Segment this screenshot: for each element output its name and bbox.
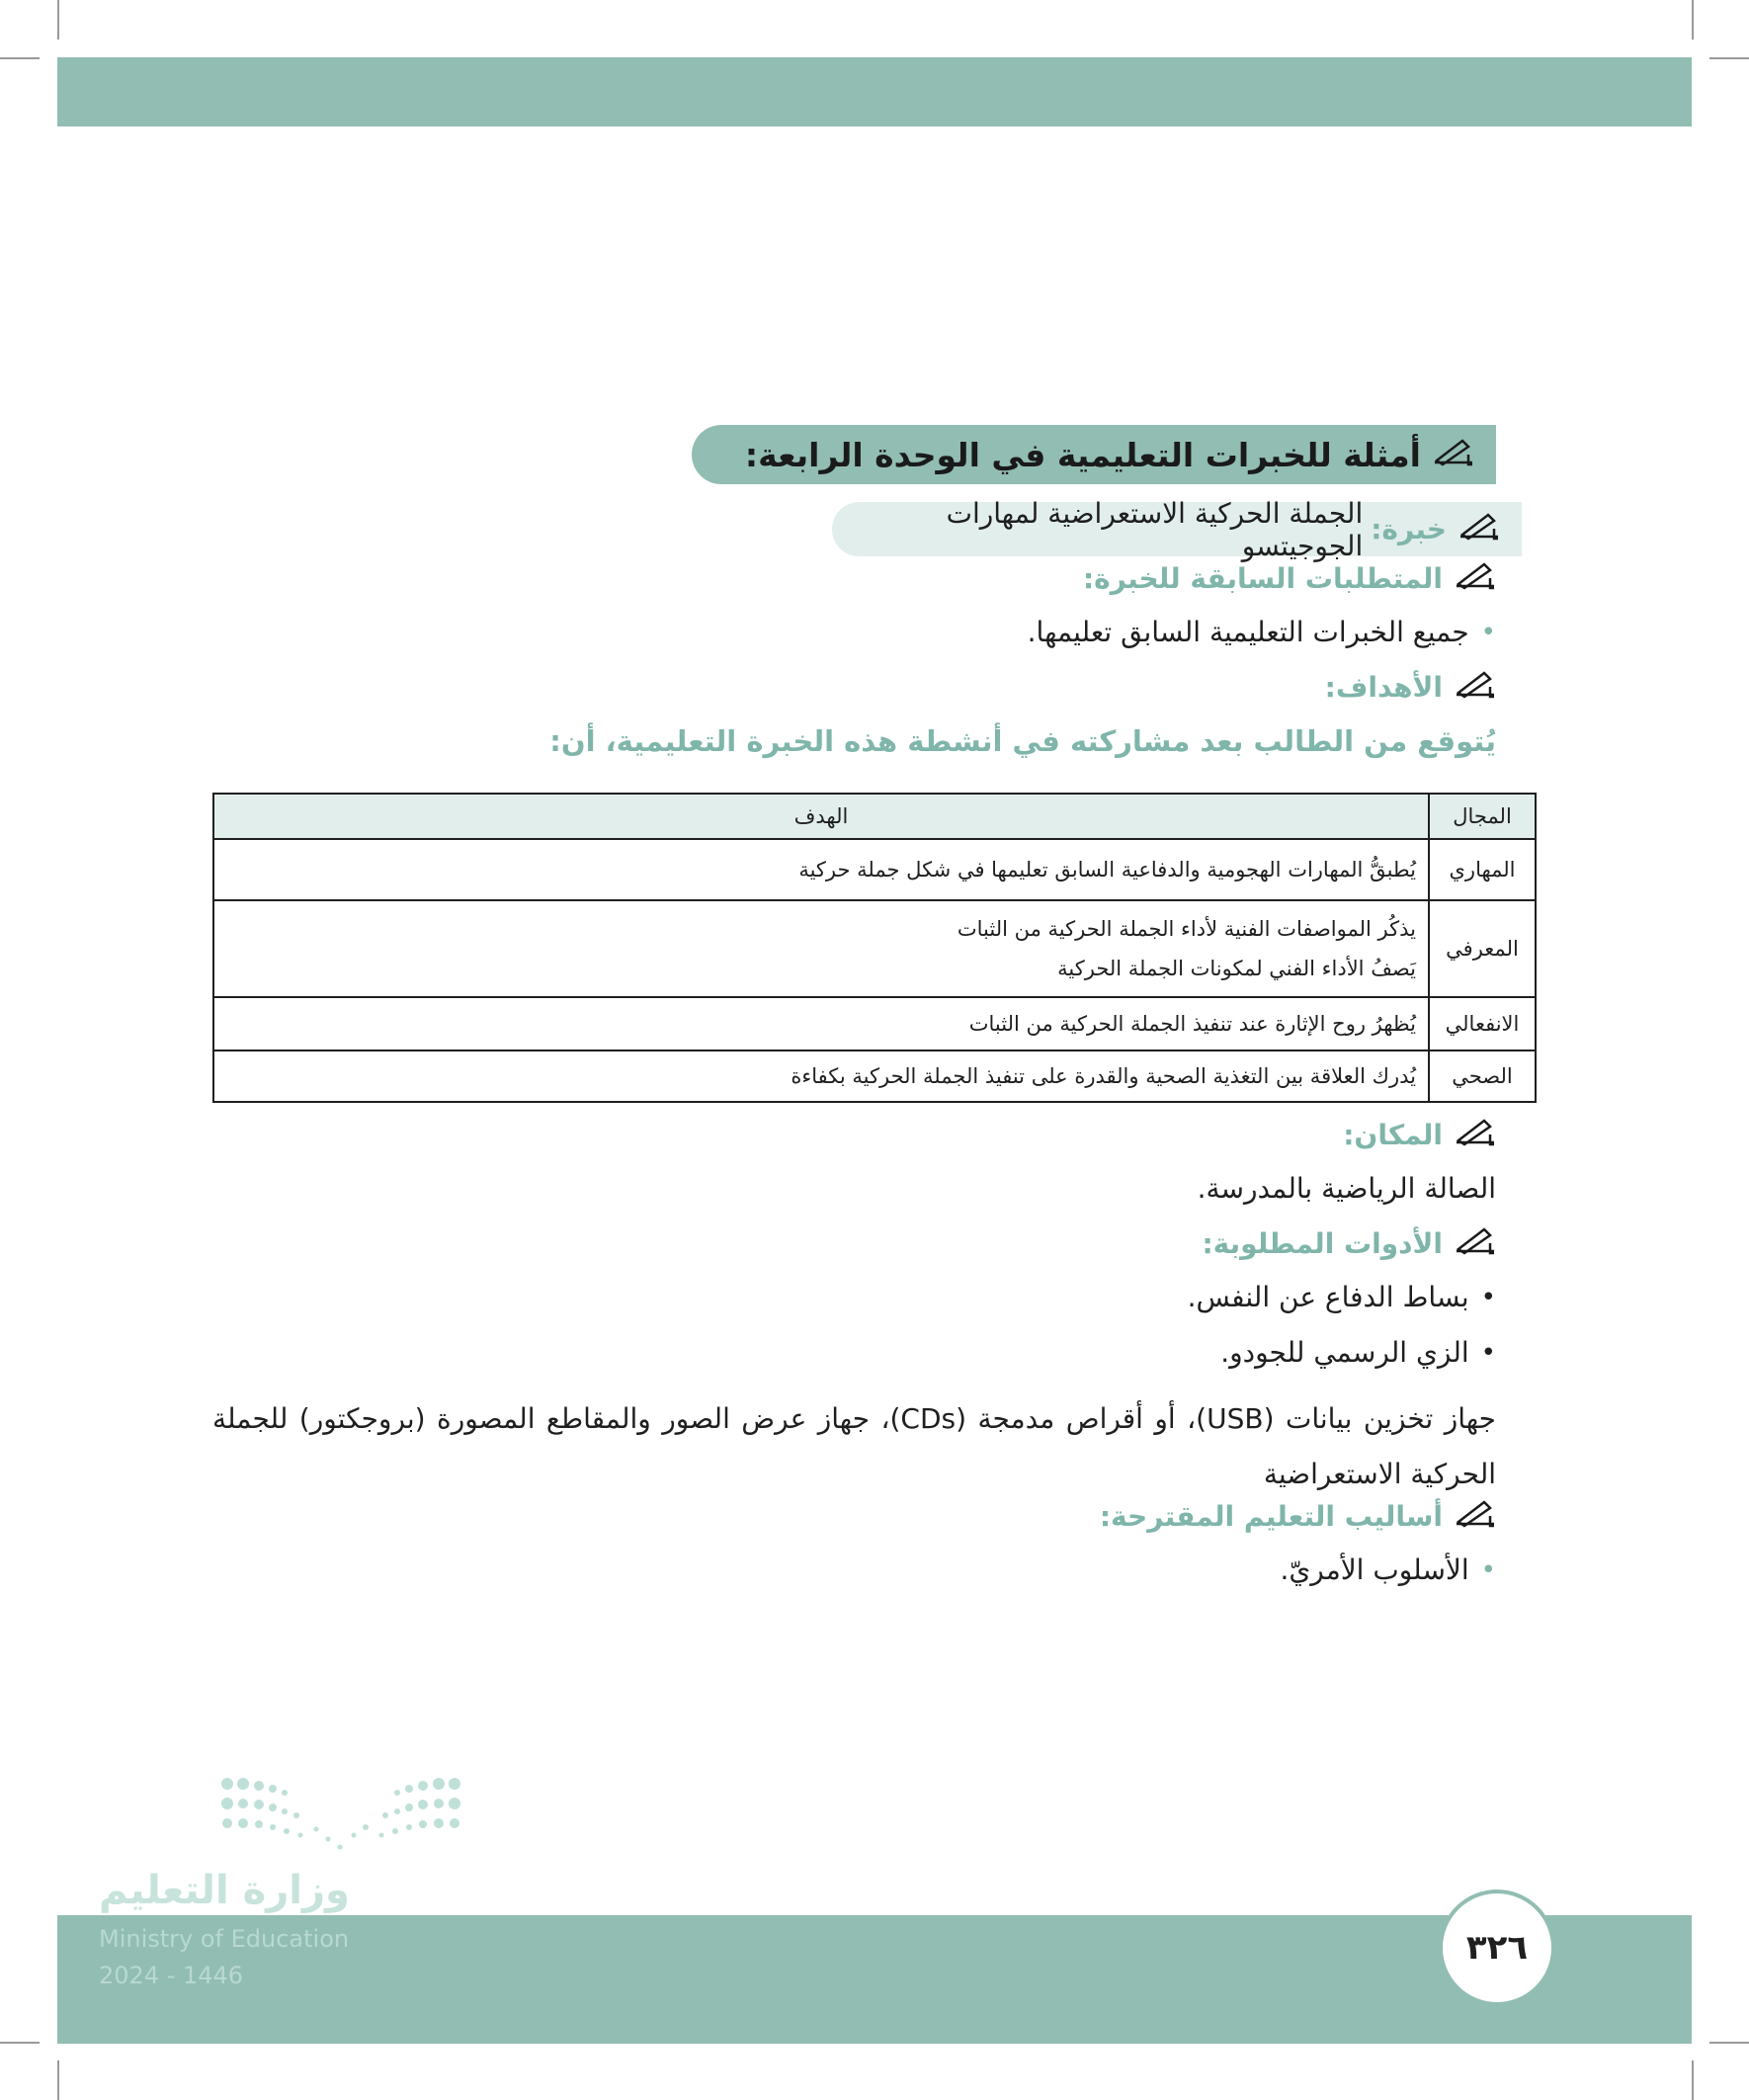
place-title [1343,1117,1496,1153]
crop-mark [1692,2060,1694,2100]
crop-mark [57,2060,59,2100]
table-cell-domain: المهاري [1429,839,1536,900]
prerequisites-title [1083,560,1496,597]
list-item: • الأسلوب الأمريّ. [1280,1554,1496,1586]
table-cell-goal [213,839,1429,900]
prerequisite-text: جميع الخبرات التعليمية السابق تعليمها. [1027,616,1469,648]
method-text: الأسلوب الأمريّ. [1280,1554,1469,1586]
crop-mark [1709,2042,1749,2044]
table-row [213,1050,1536,1102]
crop-mark [1692,0,1694,40]
objectives-intro [549,724,1496,758]
table-header-row [213,794,1536,839]
place-text [1198,1172,1496,1205]
page-number: ٣٢٦ [1439,1890,1555,2006]
place-title-text: المكان: [1343,1119,1443,1151]
top-band [57,57,1692,126]
methods-title-text: أساليب التعليم المقترحة: [1099,1500,1443,1533]
objectives-title [1325,669,1496,706]
table-cell-domain: المعرفي [1429,900,1536,997]
goal-text: يُدرك العلاقة بين التغذية الصحية والقدرة على تنفيذ الجملة الحركية بكفاءة [791,1064,1416,1088]
ministry-year: 2024 - 1446 [99,1962,244,1989]
table-row [213,900,1536,997]
pen-icon [1458,511,1500,547]
table-header-goal: الهدف [213,794,1429,839]
crop-mark [0,57,40,59]
crop-mark [1709,57,1749,59]
objectives-intro-text: يُتوقع من الطالب بعد مشاركته في أنشطة هذه الخبرة التعليمية، أن: [549,724,1496,758]
list-item: • بساط الدفاع عن النفس. [1187,1281,1496,1313]
section-heading [692,425,1496,484]
tool-text: الزي الرسمي للجودو. [1220,1336,1469,1369]
ministry-name-en: Ministry of Education [99,1925,350,1953]
tools-title [1202,1225,1496,1262]
place-text-value: الصالة الرياضية بالمدرسة. [1197,1172,1496,1205]
experience-box [832,496,1522,562]
objectives-title-text: الأهداف: [1324,671,1443,704]
pen-icon [1455,669,1496,706]
ministry-logo-icon [217,1774,464,1858]
table-header-domain: المجال [1429,794,1536,839]
goal-text: يذكُر المواصفات الفنية لأداء الجملة الحركية من الثبات [957,917,1416,941]
experience-value: الجملة الحركية الاستعراضية لمهارات الجوجيتسو [946,496,1364,562]
section-heading-text: أمثلة للخبرات التعليمية في الوحدة الرابعة: [744,435,1421,474]
crop-mark [57,0,59,40]
table-row [213,997,1536,1050]
ministry-name-ar: وزارة التعليم [99,1868,350,1913]
crop-mark [0,2042,40,2044]
tools-paragraph: جهاز تخزين بيانات (USB)، أو أقراص مدمجة (CDs)، جهاز عرض الصور والمقاطع المصورة (بروجكتور) للجملة الحركية الاستعراضية [212,1402,1496,1490]
goal-text: يُظهرُ روح الإثارة عند تنفيذ الجملة الحركية من الثبات [968,1012,1416,1036]
table-cell-domain: الصحي [1429,1050,1536,1102]
pen-icon [1455,1117,1496,1153]
table-row [213,839,1536,900]
methods-title [1100,1498,1496,1535]
experience-label: خبرة: [1371,513,1447,546]
pen-icon [1455,1498,1496,1535]
table-cell-goal [213,900,1429,997]
table-cell-goal [213,1050,1429,1102]
pen-icon [1455,1225,1496,1262]
pen-icon [1433,436,1474,474]
objectives-table [212,793,1537,1103]
table-cell-goal [213,997,1429,1050]
tool-text: بساط الدفاع عن النفس. [1187,1281,1469,1313]
list-item: • الزي الرسمي للجودو. [1220,1336,1496,1369]
pen-icon [1455,560,1496,597]
prerequisites-title-text: المتطلبات السابقة للخبرة: [1082,562,1443,595]
goal-text: يُطبقُّ المهارات الهجومية والدفاعية السابق تعليمها في شكل جملة حركية [798,858,1416,882]
list-item: • جميع الخبرات التعليمية السابق تعليمها. [1027,616,1496,648]
tools-title-text: الأدوات المطلوبة: [1202,1227,1443,1260]
table-cell-domain: الانفعالي [1429,997,1536,1050]
goal-text: يَصفُ الأداء الفني لمكونات الجملة الحركية [1057,957,1416,980]
